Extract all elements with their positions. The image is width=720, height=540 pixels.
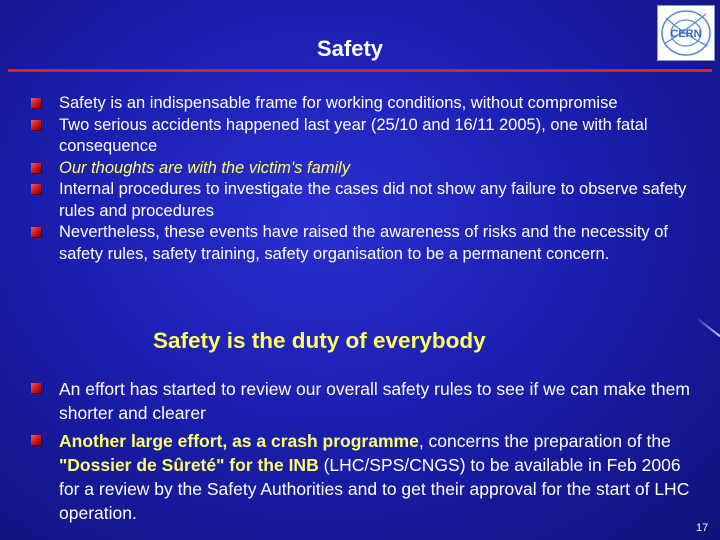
list-item	[59, 377, 699, 425]
bullet-square-icon	[31, 163, 41, 173]
bullet-text: An effort has started to review our overall safety rules to see if we can make them shorter and clearer	[59, 379, 690, 423]
highlight-statement: Safety is the duty of everybody	[153, 328, 486, 353]
bullet-emphasis: "Dossier de Sûreté" for the INB	[59, 455, 319, 475]
top-bullet-list	[0, 93, 720, 265]
list-item	[59, 115, 699, 158]
list-item	[59, 158, 699, 180]
bullet-text: Two serious accidents happened last year (25/10 and 16/11 2005), one with fatal consequence	[59, 115, 648, 155]
bullet-square-icon	[31, 383, 41, 393]
bottom-bullet-list	[0, 377, 720, 525]
slide-title: Safety	[316, 36, 384, 61]
bullet-text: Nevertheless, these events have raised the awareness of risks and the necessity of safety rules, safety training, safety organisation to be a permanent concern.	[59, 223, 668, 263]
list-item	[59, 222, 699, 265]
list-item	[59, 93, 699, 115]
bullet-square-icon	[31, 184, 41, 194]
bullet-text: Safety is an indispensable frame for working conditions, without compromise	[59, 94, 618, 112]
decorative-streak	[698, 318, 720, 336]
bullet-emphasis: Another large effort, as a crash programme	[59, 431, 419, 451]
bullet-text	[59, 429, 699, 525]
list-item	[59, 429, 699, 525]
page-number: 17	[696, 522, 709, 534]
list-item	[59, 179, 699, 222]
bullet-text-part: , concerns the preparation of the	[418, 431, 671, 451]
cern-logo-icon	[658, 6, 714, 60]
bullet-text: Internal procedures to investigate the cases did not show any failure to observe safety rules and procedures	[59, 180, 687, 220]
bullet-square-icon	[31, 227, 41, 237]
bullet-square-icon	[31, 120, 41, 130]
bullet-text: Our thoughts are with the victim's family	[59, 158, 351, 177]
bullet-text-part: (LHC/SPS/CNGS) to be available in Feb 2006 for a review by the Safety Authorities and to get their approval for the start of LHC operation.	[59, 455, 690, 523]
cern-logo	[657, 5, 715, 61]
cern-logo-text: CERN	[670, 28, 702, 40]
title-divider	[8, 69, 712, 72]
bullet-square-icon	[31, 435, 41, 445]
bullet-square-icon	[31, 98, 41, 108]
